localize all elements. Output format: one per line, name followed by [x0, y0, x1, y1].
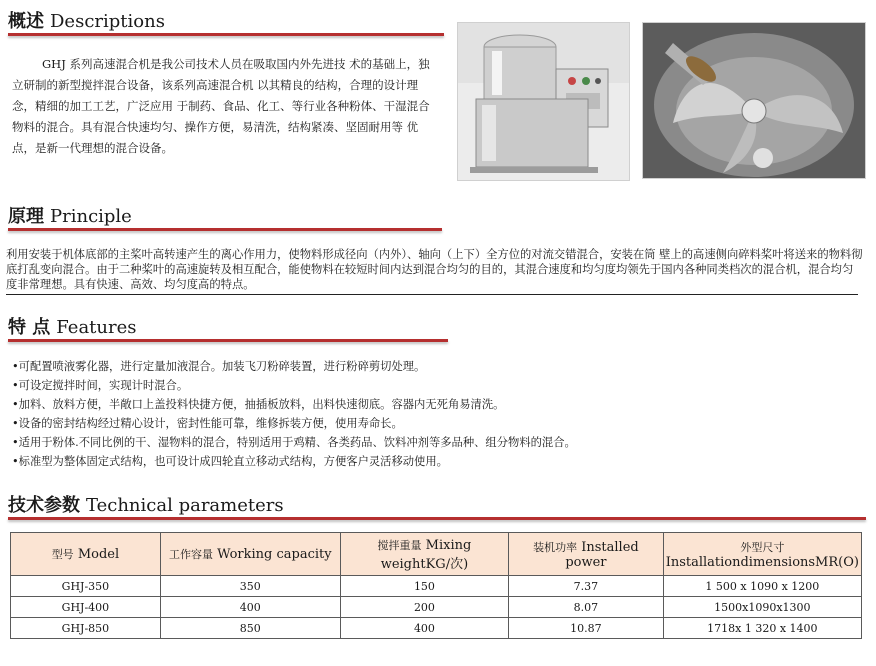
- descriptions-paragraph: GHJ 系列高速混合机是我公司技术人员在吸取国内外先进技 术的基础上，独立研制的新型搅拌混合设备，该系列高速混合机 以其精良的结构，合理的设计理念，精细的加工工艺，广泛应用 于制药、食品、化工、等行业各种粉体、干湿混合物料的混合。具有混合快速均匀、操作方便，易清洗，结构紧凑、坚固耐用等 优点，是新一代理想的混合设备。: [12, 57, 430, 155]
- principle-paragraph: 利用安装于机体底部的主桨叶高转速产生的离心作用力，使物料形成径向（内外）、轴向（上下）全方位的对流交错混合，安装在筒 壁上的高速侧向碎料桨叶将送来的物料彻底打乱变向混合。由于二种桨叶的高速旋转及相互配合，能使物料在较短时间内达到混合均匀的目的，其混合速度和均匀度均领先于国内各种同类档次的混合机，混合均匀度非常理想。具有快速、高效、均匀度高的特点。: [6, 248, 863, 291]
- technical-title-en: Technical parameters: [86, 495, 284, 516]
- cell-weight: 150: [340, 576, 508, 597]
- features-heading: [8, 316, 137, 344]
- technical-rule: [8, 517, 866, 520]
- cell-power: 10.87: [509, 618, 664, 639]
- cell-model: GHJ-400: [11, 597, 161, 618]
- table-row: [11, 576, 862, 597]
- feature-item: •可配置喷液雾化器，进行定量加液混合。加装飞刀粉碎装置，进行粉碎剪切处理。: [12, 360, 426, 373]
- header-installed-power: 装机功率 Installed power: [509, 533, 664, 576]
- cell-model: GHJ-850: [11, 618, 161, 639]
- descriptions-title: [8, 10, 165, 34]
- header-working-capacity: 工作容量 Working capacity: [160, 533, 340, 576]
- cell-dimensions: 1500x1090x1300: [663, 597, 861, 618]
- descriptions-title-en: Descriptions: [50, 11, 165, 32]
- header-mixing-weight: 搅拌重量 Mixing weightKG/次): [340, 533, 508, 576]
- mixer-machine-image: [458, 23, 629, 180]
- cell-capacity: 400: [160, 597, 340, 618]
- cell-weight: 200: [340, 597, 508, 618]
- descriptions-heading: [8, 10, 165, 38]
- feature-item: •适用于粉体.不同比例的干、湿物料的混合，特别适用于鸡精、各类药品、饮料冲剂等多品种、组分物料的混合。: [12, 436, 576, 449]
- cell-capacity: 350: [160, 576, 340, 597]
- cell-power: 8.07: [509, 597, 664, 618]
- mixer-blade-photo: [642, 22, 866, 179]
- cell-power: 7.37: [509, 576, 664, 597]
- cell-model: GHJ-350: [11, 576, 161, 597]
- feature-item: •标准型为整体固定式结构，也可设计成四轮直立移动式结构，方便客户灵活移动使用。: [12, 455, 448, 468]
- principle-underline: [6, 294, 858, 295]
- features-list: [12, 357, 852, 471]
- features-rule: [8, 339, 448, 342]
- feature-item: •加料、放料方便，半敞口上盖投料快捷方便，抽插板放料，出料快速彻底。容器内无死角易清洗。: [12, 398, 505, 411]
- principle-title-cn: 原理: [8, 206, 44, 227]
- cell-weight: 400: [340, 618, 508, 639]
- cell-dimensions: 1 500 x 1090 x 1200: [663, 576, 861, 597]
- principle-title: [8, 205, 132, 229]
- technical-parameters-table: [10, 532, 862, 639]
- header-model: 型号 Model: [11, 533, 161, 576]
- mixer-blade-image: [643, 23, 865, 178]
- table-header-row: [11, 533, 862, 576]
- feature-item: •可设定搅拌时间，实现计时混合。: [12, 379, 189, 392]
- features-title-en: Features: [56, 317, 137, 338]
- principle-title-en: Principle: [50, 206, 132, 227]
- mixer-machine-photo: [457, 22, 630, 181]
- principle-rule: [8, 228, 442, 231]
- header-dimensions: 外型尺寸 InstallationdimensionsMR(O): [663, 533, 861, 576]
- table-row: [11, 597, 862, 618]
- descriptions-title-cn: 概述: [8, 11, 44, 32]
- technical-title-cn: 技术参数: [8, 495, 80, 516]
- table-row: [11, 618, 862, 639]
- features-title-cn: 特 点: [8, 317, 51, 338]
- principle-heading: [8, 205, 132, 233]
- technical-title: [8, 494, 284, 518]
- technical-heading: [8, 494, 284, 522]
- cell-dimensions: 1718x 1 320 x 1400: [663, 618, 861, 639]
- cell-capacity: 850: [160, 618, 340, 639]
- descriptions-rule: [8, 33, 444, 36]
- feature-item: •设备的密封结构经过精心设计，密封性能可靠，维修拆装方便，使用寿命长。: [12, 417, 403, 430]
- features-title: [8, 316, 137, 340]
